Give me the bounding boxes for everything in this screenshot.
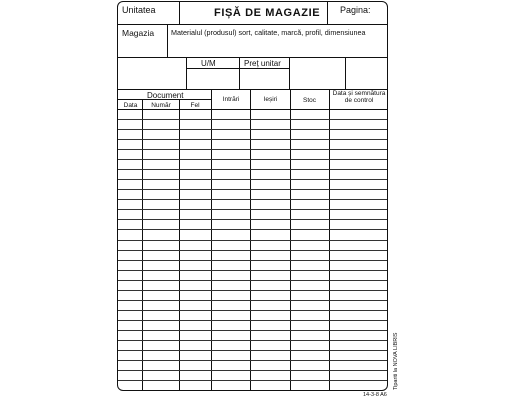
table-row (118, 209, 387, 210)
table-row (118, 350, 387, 351)
divider (167, 24, 168, 57)
material-label: Materialul (produsul) sort, calitate, marcă, profil, dimensiunea (171, 28, 366, 37)
form-code: 14-3-8 A6 (363, 392, 387, 398)
column-line (142, 99, 143, 391)
table-row (118, 179, 387, 180)
table-row (118, 169, 387, 170)
divider (118, 57, 387, 58)
col-stock: Stoc (302, 97, 316, 104)
col-number: Număr (151, 102, 171, 109)
column-line (179, 99, 180, 391)
table-row (118, 250, 387, 251)
divider (118, 24, 387, 25)
divider (186, 68, 289, 69)
table-row (118, 370, 387, 371)
table-row (118, 330, 387, 331)
divider (327, 2, 328, 24)
table-row (118, 139, 387, 140)
table-row (118, 229, 387, 230)
page-label: Pagina: (340, 5, 371, 15)
table-row (118, 300, 387, 301)
divider (289, 57, 290, 89)
unit-measure-label: U/M (201, 59, 216, 68)
unit-price-label: Preț unitar (244, 59, 281, 68)
warehouse-label: Magazia (122, 28, 155, 38)
form-title: FIȘĂ DE MAGAZIE (214, 7, 321, 19)
col-inputs: Intrări (222, 96, 240, 103)
table-row (118, 199, 387, 200)
col-type: Fel (190, 102, 200, 109)
table-row (118, 270, 387, 271)
table-row (118, 340, 387, 341)
col-outputs: Ieșiri (263, 96, 278, 103)
divider (179, 2, 180, 24)
divider (118, 99, 211, 100)
table-row (118, 159, 387, 160)
table-row (118, 290, 387, 291)
divider (345, 57, 346, 89)
table-row (118, 310, 387, 311)
table-row (118, 119, 387, 120)
table-row (118, 189, 387, 190)
table-row (118, 260, 387, 261)
col-control: Data și semnătura de control (332, 90, 386, 104)
document-group-label: Document (147, 91, 184, 100)
table-row (118, 280, 387, 281)
table-row (118, 380, 387, 381)
divider (118, 109, 387, 110)
printer-note: Tipariti la NOVA LIBRIS (393, 332, 399, 390)
table-row (118, 149, 387, 150)
col-date: Data (123, 102, 138, 109)
table-row (118, 240, 387, 241)
table-row (118, 360, 387, 361)
divider (239, 57, 240, 89)
divider (186, 57, 187, 89)
stock-card-form (117, 1, 388, 391)
unit-label: Unitatea (122, 5, 156, 15)
table-row (118, 129, 387, 130)
table-row (118, 219, 387, 220)
table-row (118, 320, 387, 321)
